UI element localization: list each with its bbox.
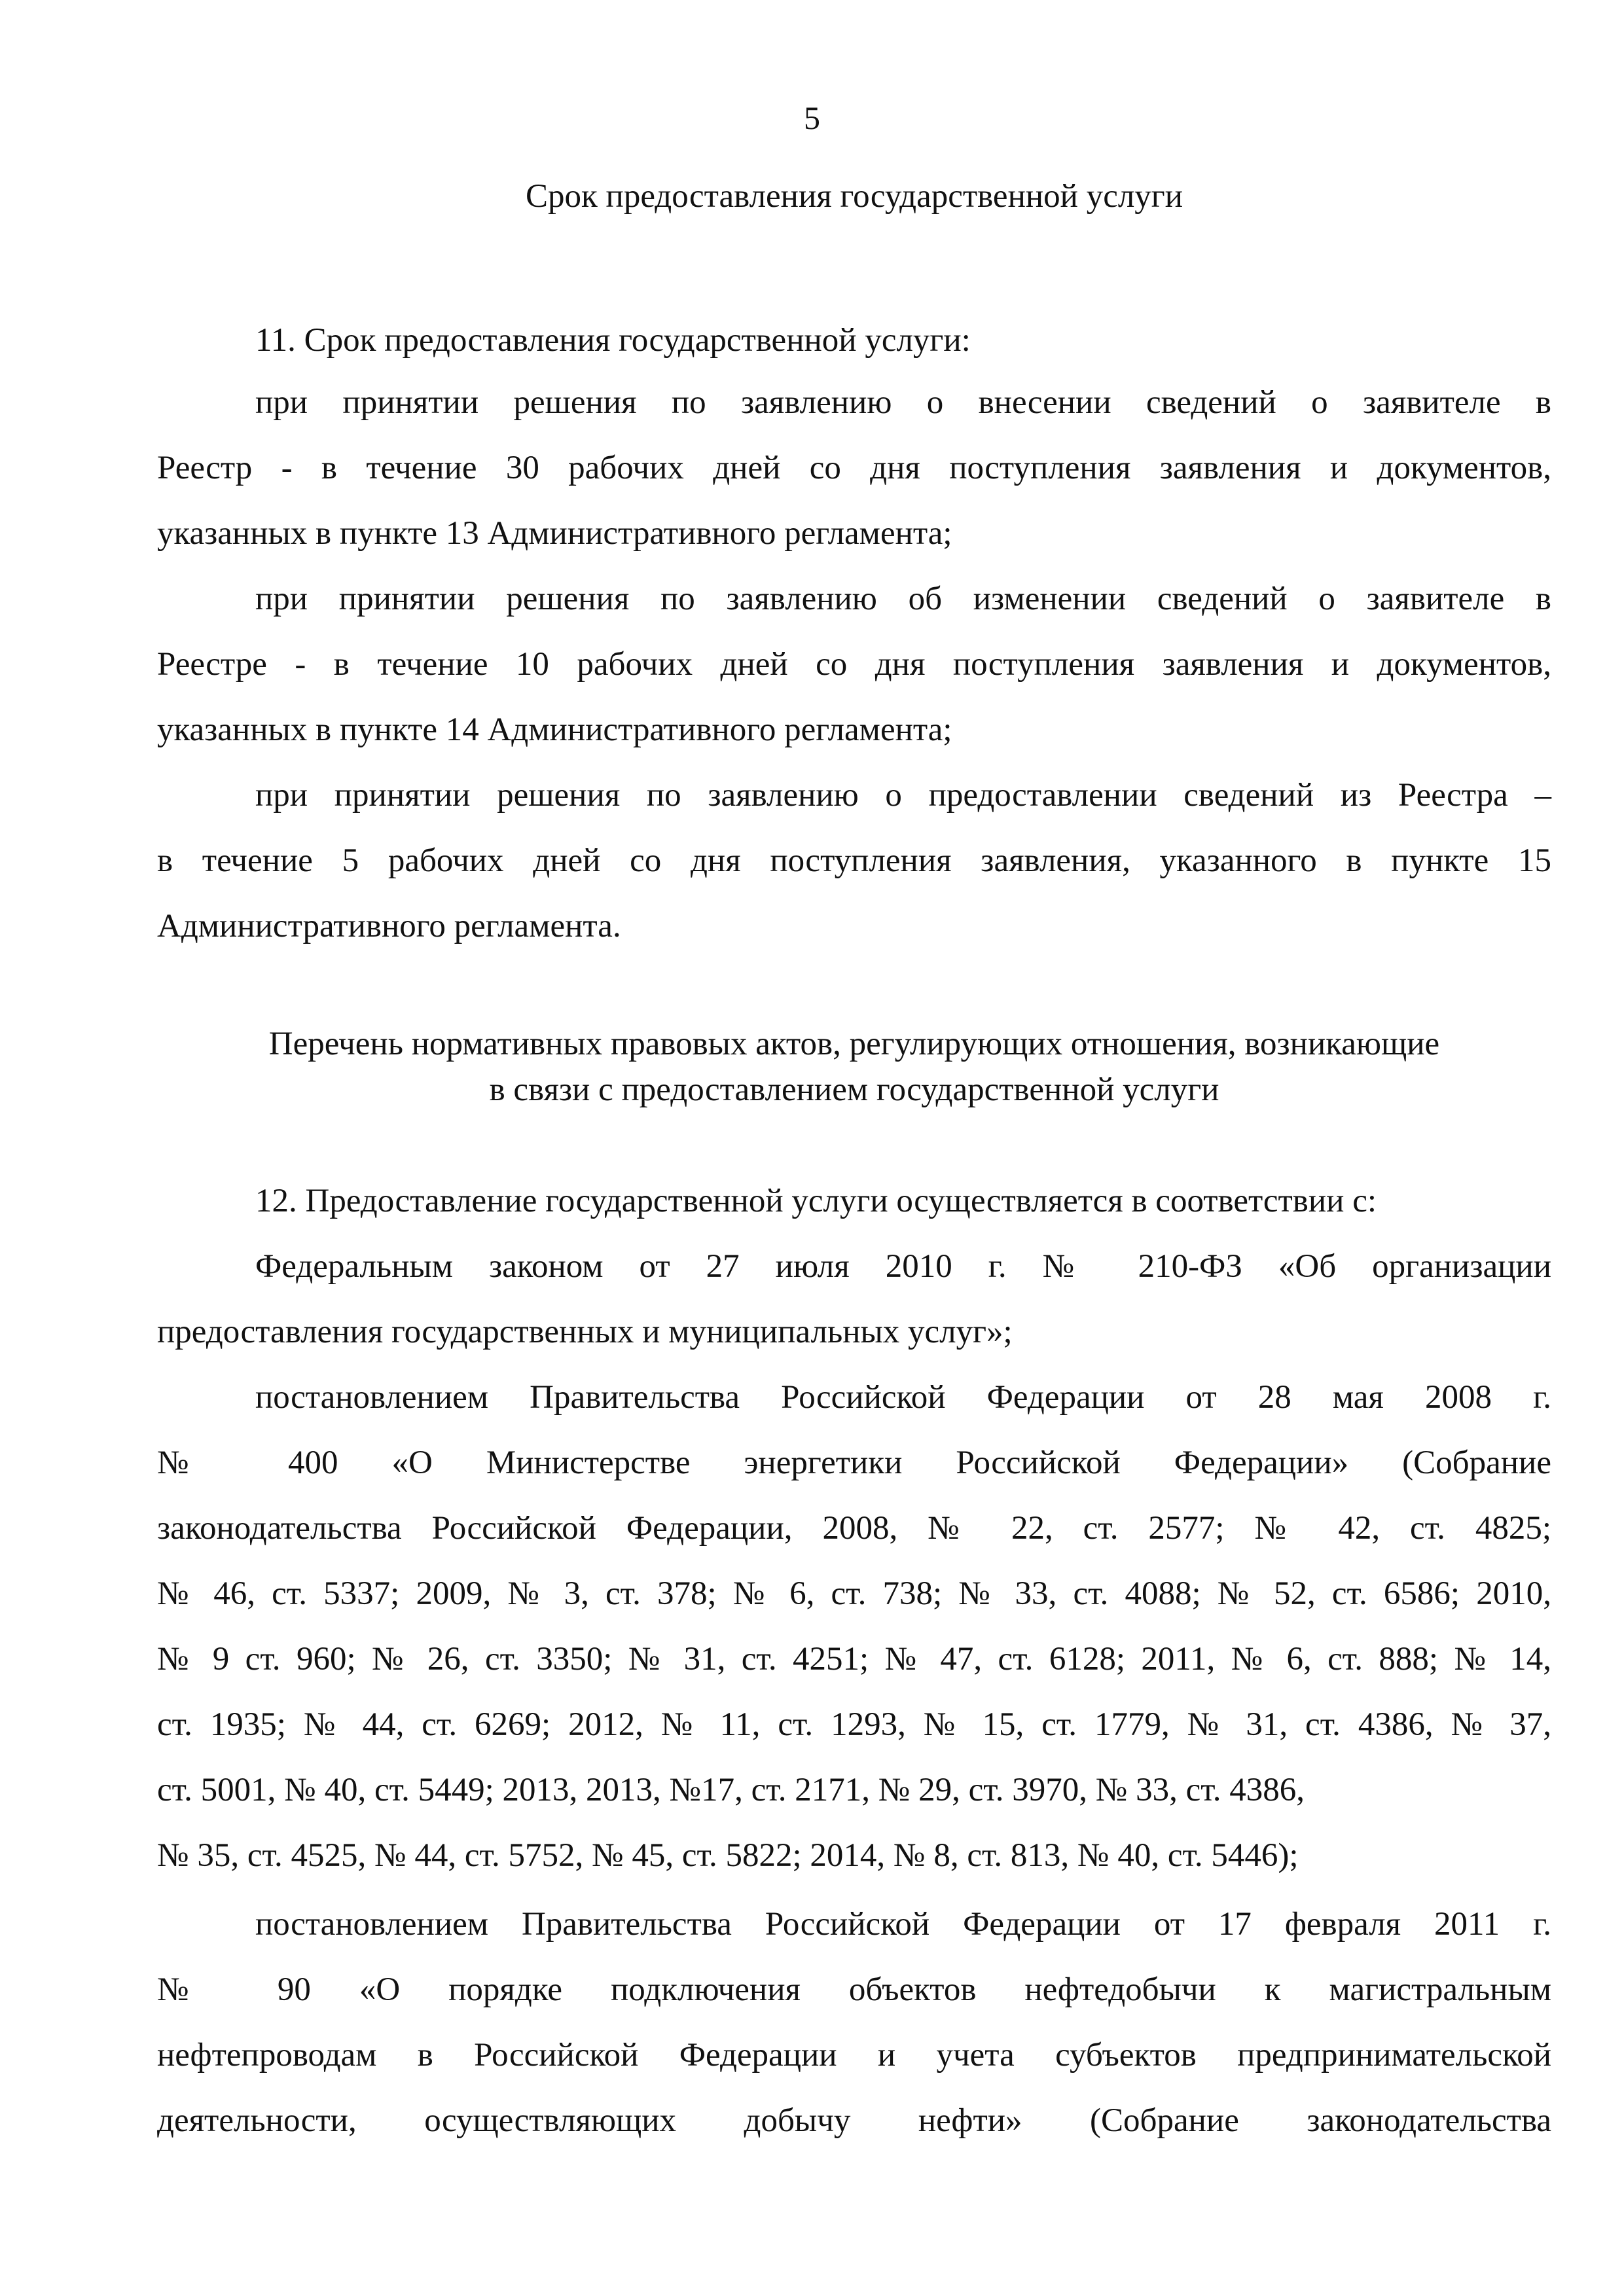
paragraph-11-intro bbox=[157, 308, 1551, 373]
paragraph-line: Реестре - в течение 10 рабочих дней со дня поступления заявления и документов, bbox=[157, 646, 1551, 683]
paragraph-line: постановлением Правительства Российской Федерации от 28 мая 2008 г. bbox=[255, 1379, 1551, 1416]
paragraph-line: № 46, ст. 5337; 2009, № 3, ст. 378; № 6, ст. 738; № 33, ст. 4088; № 52, ст. 6586; 2010, bbox=[157, 1575, 1551, 1612]
paragraph-line: при принятии решения по заявлению об изменении сведений о заявителе в bbox=[255, 581, 1551, 617]
paragraph-11-registry-change bbox=[157, 566, 1551, 762]
paragraph-line: ст. 5001, № 40, ст. 5449; 2013, 2013, №17, ст. 2171, № 29, ст. 3970, № 33, ст. 4386, bbox=[157, 1772, 1305, 1808]
paragraph-line: постановлением Правительства Российской Федерации от 17 февраля 2011 г. bbox=[255, 1906, 1551, 1943]
paragraph-line: № 35, ст. 4525, № 44, ст. 5752, № 45, ст. 5822; 2014, № 8, ст. 813, № 40, ст. 5446); bbox=[157, 1837, 1299, 1874]
paragraph-line: 11. Срок предоставления государственной услуги: bbox=[255, 322, 971, 359]
heading-line: в связи с предоставлением государственной услуги bbox=[489, 1071, 1219, 1108]
paragraph-line: № 400 «О Министерстве энергетики Российской Федерации» (Собрание bbox=[157, 1444, 1551, 1481]
paragraph-line: в течение 5 рабочих дней со дня поступления заявления, указанного в пункте 15 bbox=[157, 842, 1551, 879]
paragraph-line: ст. 1935; № 44, ст. 6269; 2012, № 11, ст. 1293, № 15, ст. 1779, № 31, ст. 4386, № 37, bbox=[157, 1706, 1551, 1743]
paragraph-12-resolution-400 bbox=[157, 1365, 1551, 1888]
paragraph-line: № 9 ст. 960; № 26, ст. 3350; № 31, ст. 4251; № 47, ст. 6128; 2011, № 6, ст. 888; № 14, bbox=[157, 1641, 1551, 1677]
paragraph-12-federal-law bbox=[157, 1234, 1551, 1365]
paragraph-line: при принятии решения по заявлению о внесении сведений о заявителе в bbox=[255, 384, 1551, 421]
heading-line: Срок предоставления государственной услуги bbox=[525, 178, 1183, 215]
paragraph-line: указанных в пункте 13 Административного регламента; bbox=[157, 515, 952, 552]
paragraph-line: № 90 «О порядке подключения объектов нефтедобычи к магистральным bbox=[157, 1971, 1551, 2008]
section-heading-legal-acts bbox=[157, 1021, 1551, 1113]
paragraph-line: законодательства Российской Федерации, 2008, № 22, ст. 2577; № 42, ст. 4825; bbox=[157, 1510, 1551, 1547]
paragraph-line: 12. Предоставление государственной услуги осуществляется в соответствии с: bbox=[255, 1183, 1377, 1219]
paragraph-11-registry-info bbox=[157, 762, 1551, 959]
section-heading-term bbox=[157, 173, 1551, 219]
paragraph-line: нефтепроводам в Российской Федерации и учета субъектов предпринимательской bbox=[157, 2037, 1551, 2073]
paragraph-line: указанных в пункте 14 Административного регламента; bbox=[157, 711, 952, 748]
paragraph-line: деятельности, осуществляющих добычу нефти» (Собрание законодательства bbox=[157, 2102, 1551, 2139]
paragraph-line: предоставления государственных и муниципальных услуг»; bbox=[157, 1314, 1013, 1350]
paragraph-11-registry-entry bbox=[157, 370, 1551, 566]
paragraph-12-intro bbox=[157, 1168, 1551, 1234]
page-number: 5 bbox=[804, 99, 820, 136]
paragraph-line: Реестр - в течение 30 рабочих дней со дня поступления заявления и документов, bbox=[157, 450, 1551, 486]
paragraph-12-resolution-90 bbox=[157, 1892, 1551, 2153]
paragraph-line: Административного регламента. bbox=[157, 908, 621, 944]
heading-line: Перечень нормативных правовых актов, регулирующих отношения, возникающие bbox=[268, 1026, 1440, 1062]
paragraph-line: Федеральным законом от 27 июля 2010 г. № 210-ФЗ «Об организации bbox=[255, 1248, 1551, 1285]
paragraph-line: при принятии решения по заявлению о предоставлении сведений из Реестра – bbox=[255, 777, 1551, 814]
